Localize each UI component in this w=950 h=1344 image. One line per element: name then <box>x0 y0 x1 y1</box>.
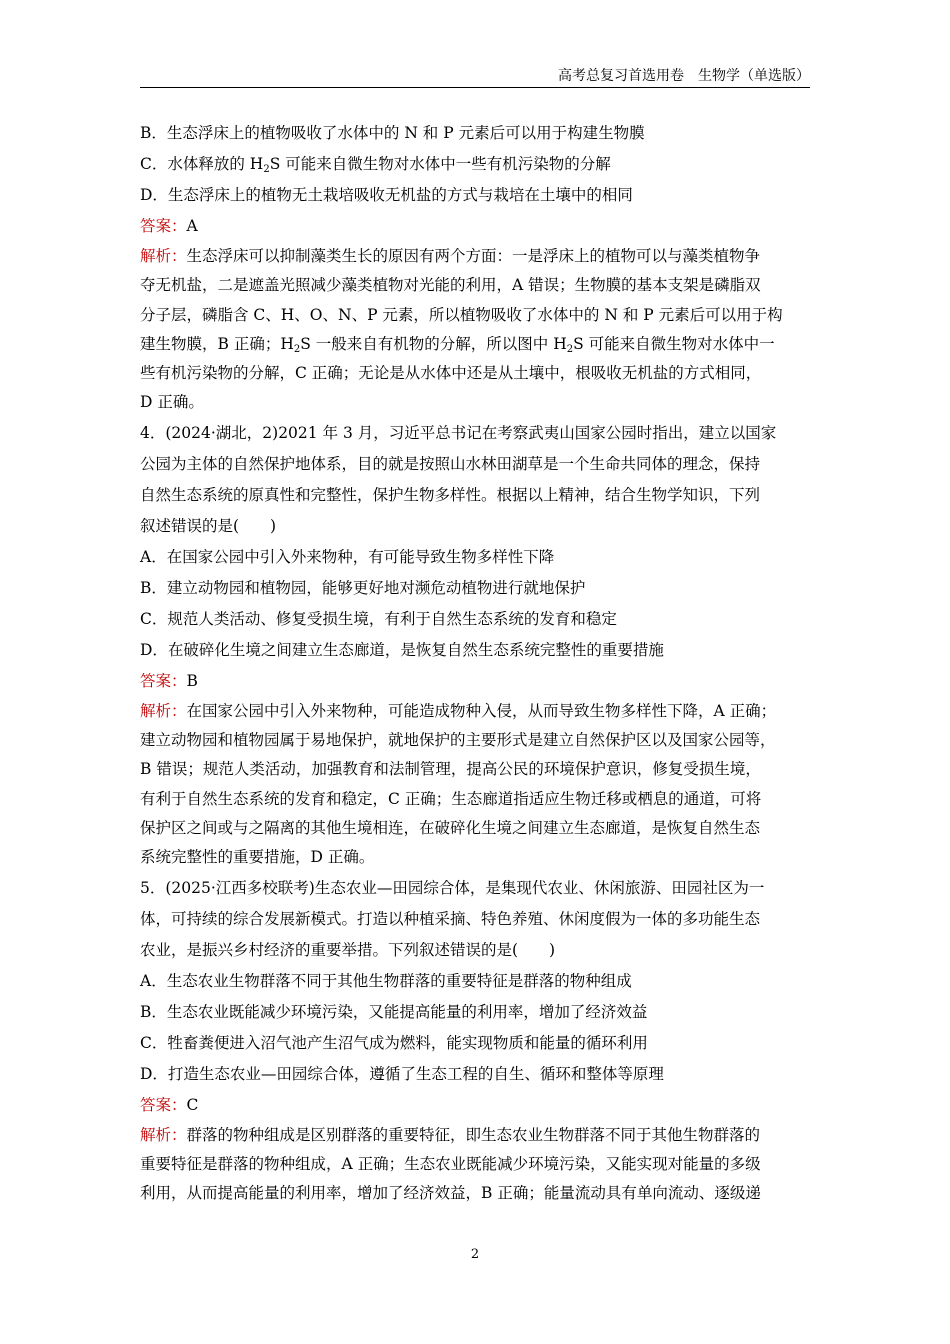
q5-stem-line: 农业，是振兴乡村经济的重要举措。下列叙述错误的是( ) <box>140 940 556 959</box>
q3-analysis-line: 些有机污染物的分解，C 正确；无论是从水体中还是从土壤中，根吸收无机盐的方式相同， <box>140 364 762 383</box>
q5-analysis-line: 重要特征是群落的物种组成，A 正确；生态农业既能减少环境污染，又能实现对能量的多级 <box>140 1154 761 1173</box>
q5-answer: 答案：C <box>140 1095 199 1114</box>
q4-analysis-line: 保护区之间或与之隔离的其他生境相连，在破碎化生境之间建立生态廊道，是恢复自然生态 <box>140 818 761 837</box>
q4-stem-line: 4．(2024·湖北，2)2021 年 3 月，习近平总书记在考察武夷山国家公园时指出，建立以国家 <box>140 423 777 442</box>
q3-analysis-line: 夺无机盐，二是遮盖光照减少藻类植物对光能的利用，A 错误；生物膜的基本支架是磷脂双 <box>140 276 761 295</box>
page-content <box>140 118 820 1208</box>
q5-option-d: D．打造生态农业—田园综合体，遵循了生态工程的自生、循环和整体等原理 <box>140 1064 664 1083</box>
q5-analysis-line: 利用，从而提高能量的利用率，增加了经济效益，B 正确；能量流动具有单向流动、逐级递 <box>140 1184 761 1203</box>
q4-answer: 答案：B <box>140 671 198 690</box>
q4-analysis-line: 有利于自然生态系统的发育和稳定，C 正确；生态廊道指适应生物迁移或栖息的通道，可将 <box>140 789 762 808</box>
q4-option-d: D．在破碎化生境之间建立生态廊道，是恢复自然生态系统完整性的重要措施 <box>140 640 664 659</box>
q5-stem-line: 体，可持续的综合发展新模式。打造以种植采摘、特色养殖、休闲度假为一体的多功能生态 <box>140 909 761 928</box>
header-divider <box>140 87 810 88</box>
q5-option-a: A．生态农业生物群落不同于其他生物群落的重要特征是群落的物种组成 <box>140 971 632 990</box>
q5-option-b: B．生态农业既能减少环境污染，又能提高能量的利用率，增加了经济效益 <box>140 1002 648 1021</box>
answer-label: 答案： <box>140 1095 187 1114</box>
q5-analysis-line: 解析：群落的物种组成是区别群落的重要特征，即生态农业生物群落不同于其他生物群落的 <box>140 1125 761 1144</box>
q5-stem-line: 5．(2025·江西多校联考)生态农业—田园综合体，是集现代农业、休闲旅游、田园社区为一 <box>140 878 765 897</box>
q4-option-a: A．在国家公园中引入外来物种，有可能导致生物多样性下降 <box>140 547 555 566</box>
q3-analysis-line: D 正确。 <box>140 393 204 412</box>
analysis-label: 解析： <box>140 701 187 720</box>
q3-option-b: B．生态浮床上的植物吸收了水体中的 N 和 P 元素后可以用于构建生物膜 <box>140 124 645 142</box>
q4-stem-line: 自然生态系统的原真性和完整性，保护生物多样性。根据以上精神，结合生物学知识，下列 <box>140 485 761 504</box>
answer-label: 答案： <box>140 217 187 235</box>
running-header: 高考总复习首选用卷 生物学（单选版） <box>558 68 810 84</box>
q4-analysis-line: 解析：在国家公园中引入外来物种，可能造成物种入侵，从而导致生物多样性下降，A 正确； <box>140 701 777 720</box>
q3-option-c: C．水体释放的 $H_2S$ 可能来自微生物对水体中一些有机污染物的分解 <box>140 155 611 175</box>
q4-analysis-line: B 错误；规范人类活动，加强教育和法制管理，提高公民的环境保护意识，修复受损生境， <box>140 760 761 779</box>
q3-analysis-line: 解析：生态浮床可以抑制藻类生长的原因有两个方面：一是浮床上的植物可以与藻类植物争 <box>140 247 761 265</box>
q4-option-b: B．建立动物园和植物园，能够更好地对濒危动植物进行就地保护 <box>140 578 586 597</box>
q4-stem-line: 公园为主体的自然保护地体系，目的就是按照山水林田湖草是一个生命共同体的理念，保持 <box>140 454 761 473</box>
answer-label: 答案： <box>140 671 187 690</box>
q3-option-d: D．生态浮床上的植物无土栽培吸收无机盐的方式与栽培在土壤中的相同 <box>140 186 633 204</box>
q5-option-c: C．牲畜粪便进入沼气池产生沼气成为燃料，能实现物质和能量的循环利用 <box>140 1033 648 1052</box>
page-number: 2 <box>470 1247 480 1262</box>
q4-analysis-line: 建立动物园和植物园属于易地保护，就地保护的主要形式是建立自然保护区以及国家公园等， <box>140 731 776 750</box>
q3-analysis-line: 建生物膜，B 正确；$H_2S$ 一般来自有机物的分解，所以图中 $H_2S$ 可能来自微生物对水体中一 <box>140 334 775 355</box>
analysis-label: 解析： <box>140 1125 187 1144</box>
analysis-label: 解析： <box>140 247 187 265</box>
q4-stem-line: 叙述错误的是( ) <box>140 516 277 535</box>
q4-analysis-line: 系统完整性的重要措施，D 正确。 <box>140 848 375 867</box>
q4-option-c: C．规范人类活动、修复受损生境，有利于自然生态系统的发育和稳定 <box>140 609 617 628</box>
q3-answer: 答案：A <box>140 217 198 235</box>
q3-analysis-line: 分子层，磷脂含 C、H、O、N、P 元素，所以植物吸收了水体中的 N 和 P 元素后可以用于构 <box>140 305 783 324</box>
